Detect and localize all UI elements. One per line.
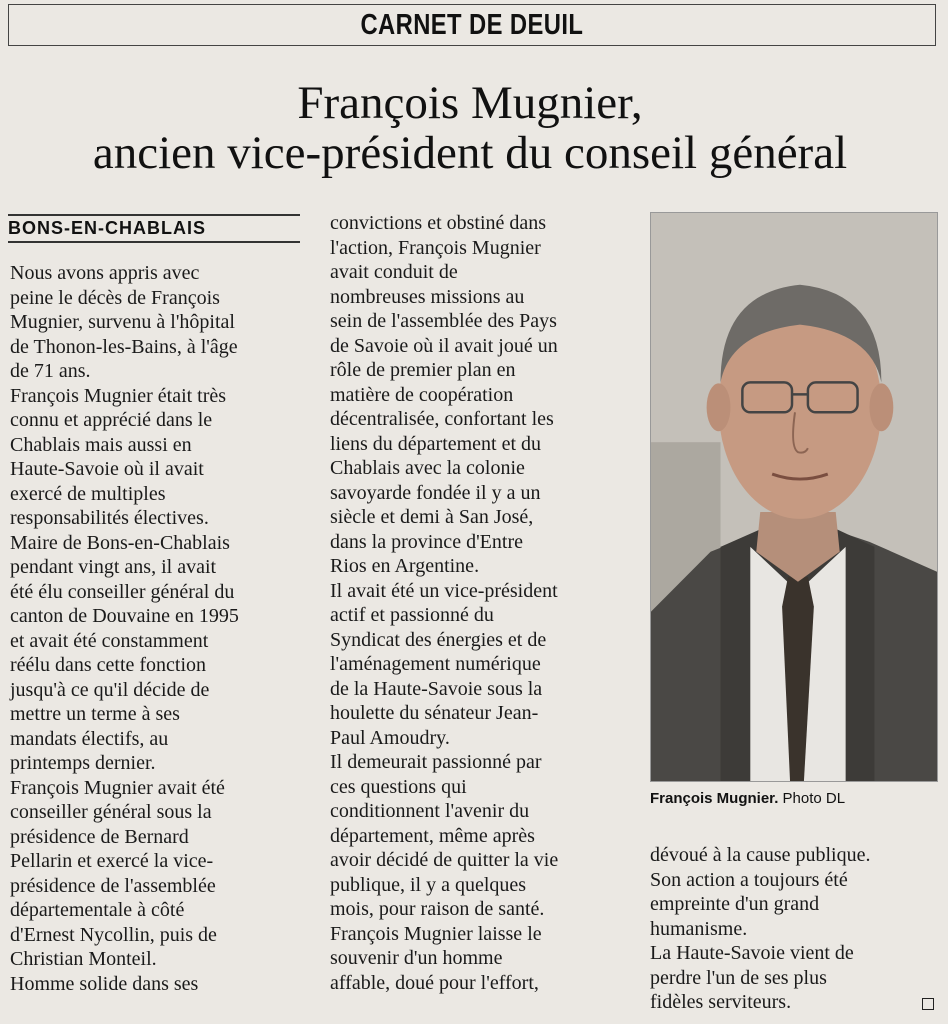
text-line: Nous avons appris avec [10, 262, 200, 284]
text-line: d'Ernest Nycollin, puis de [10, 923, 217, 946]
headline-line-2: ancien vice-président du conseil général [92, 127, 848, 179]
caption-name: François Mugnier. [650, 790, 779, 807]
section-rule-bottom [8, 241, 300, 243]
text-line: présidence de Bernard [10, 825, 189, 848]
article-column-3 [650, 843, 940, 1015]
text-line: Mugnier, survenu à l'hôpital [10, 311, 235, 333]
text-line: François Mugnier avait été [10, 776, 225, 799]
caption-credit: Photo DL [782, 790, 846, 807]
text-line: dévoué à la cause publique. [650, 844, 871, 866]
text-line: avoir décidé de quitter la vie [330, 849, 559, 871]
text-line: Pellarin et exercé la vice- [10, 850, 214, 872]
text-line: sein de l'assemblée des Pays [330, 310, 557, 332]
text-line: Chablais mais aussi en [10, 433, 192, 456]
text-line: Homme solide dans ses [10, 972, 199, 995]
text-line: peine le décès de François [10, 286, 220, 309]
text-line: mettre un terme à ses [10, 703, 180, 725]
text-line: exercé de multiples [10, 482, 166, 505]
headline [20, 78, 920, 178]
text-line: humanisme. [650, 917, 748, 940]
text-line: décentralisée, confortant les [330, 408, 554, 430]
text-line: réélu dans cette fonction [10, 654, 207, 676]
section-rule-top [8, 214, 300, 216]
text-line: François Mugnier était très [10, 384, 227, 407]
text-line: responsabilités électives. [10, 507, 209, 529]
text-line: Paul Amoudry. [330, 726, 450, 749]
text-line: connu et apprécié dans le [10, 409, 213, 431]
text-line: ces questions qui [330, 775, 467, 798]
text-line: affable, doué pour l'effort, [330, 971, 539, 994]
text-line: Syndicat des énergies et de [330, 628, 547, 651]
text-line: liens du département et du [330, 432, 542, 455]
text-line: savoyarde fondée il y a un [330, 481, 541, 504]
text-line: avait conduit de [330, 261, 458, 283]
text-line: siècle et demi à San José, [330, 506, 534, 528]
text-line: et avait été constamment [10, 629, 209, 652]
text-line: François Mugnier laisse le [330, 922, 542, 945]
article-column-1 [10, 261, 300, 996]
text-line: Chablais avec la colonie [330, 457, 525, 479]
kicker: CARNET DE DEUIL [360, 8, 584, 41]
text-line: de la Haute-Savoie sous la [330, 677, 543, 700]
text-line: printemps dernier. [10, 752, 156, 774]
text-line: été élu conseiller général du [10, 580, 235, 603]
text-line: de Savoie où il avait joué un [330, 334, 558, 357]
text-line: départementale à côté [10, 899, 185, 921]
text-line: Maire de Bons-en-Chablais [10, 531, 230, 554]
text-line: Son action a toujours été [650, 868, 848, 891]
section-label: BONS-EN-CHABLAIS [8, 218, 206, 238]
text-line: matière de coopération [330, 383, 514, 406]
text-line: convictions et obstiné dans [330, 212, 547, 234]
text-line: souvenir d'un homme [330, 947, 503, 969]
text-line: fidèles serviteurs. [650, 991, 792, 1013]
text-line: perdre l'un de ses plus [650, 966, 827, 989]
text-line: Il avait été un vice-président [330, 579, 558, 602]
text-line: publique, il y a quelques [330, 873, 527, 896]
text-line: pendant vingt ans, il avait [10, 556, 217, 578]
text-line: l'action, François Mugnier [330, 236, 541, 259]
kicker-box [8, 4, 936, 46]
text-line: de 71 ans. [10, 360, 91, 382]
text-line: empreinte d'un grand [650, 893, 820, 915]
portrait-photo [650, 212, 938, 782]
text-line: nombreuses missions au [330, 285, 525, 308]
text-line: actif et passionné du [330, 604, 494, 626]
text-line: mois, pour raison de santé. [330, 898, 545, 920]
article-column-2 [330, 211, 630, 995]
text-line: La Haute-Savoie vient de [650, 942, 854, 964]
text-line: canton de Douvaine en 1995 [10, 605, 239, 627]
text-line: Christian Monteil. [10, 948, 157, 970]
text-line: mandats électifs, au [10, 727, 169, 750]
text-line: Haute-Savoie où il avait [10, 458, 204, 480]
text-line: présidence de l'assemblée [10, 874, 216, 897]
text-line: l'aménagement numérique [330, 653, 541, 675]
headline-line-1: François Mugnier, [297, 77, 643, 129]
text-line: Rios en Argentine. [330, 555, 480, 577]
text-line: jusqu'à ce qu'il décide de [10, 678, 210, 701]
text-line: rôle de premier plan en [330, 359, 516, 381]
text-line: conditionnent l'avenir du [330, 800, 530, 822]
text-line: houlette du sénateur Jean- [330, 702, 539, 724]
end-of-article-mark [922, 998, 934, 1010]
text-line: département, même après [330, 824, 535, 847]
text-line: conseiller général sous la [10, 801, 212, 823]
portrait-illustration [651, 213, 937, 781]
photo-caption [650, 790, 845, 807]
text-line: de Thonon-les-Bains, à l'âge [10, 335, 238, 358]
text-line: dans la province d'Entre [330, 530, 523, 553]
text-line: Il demeurait passionné par [330, 751, 542, 773]
